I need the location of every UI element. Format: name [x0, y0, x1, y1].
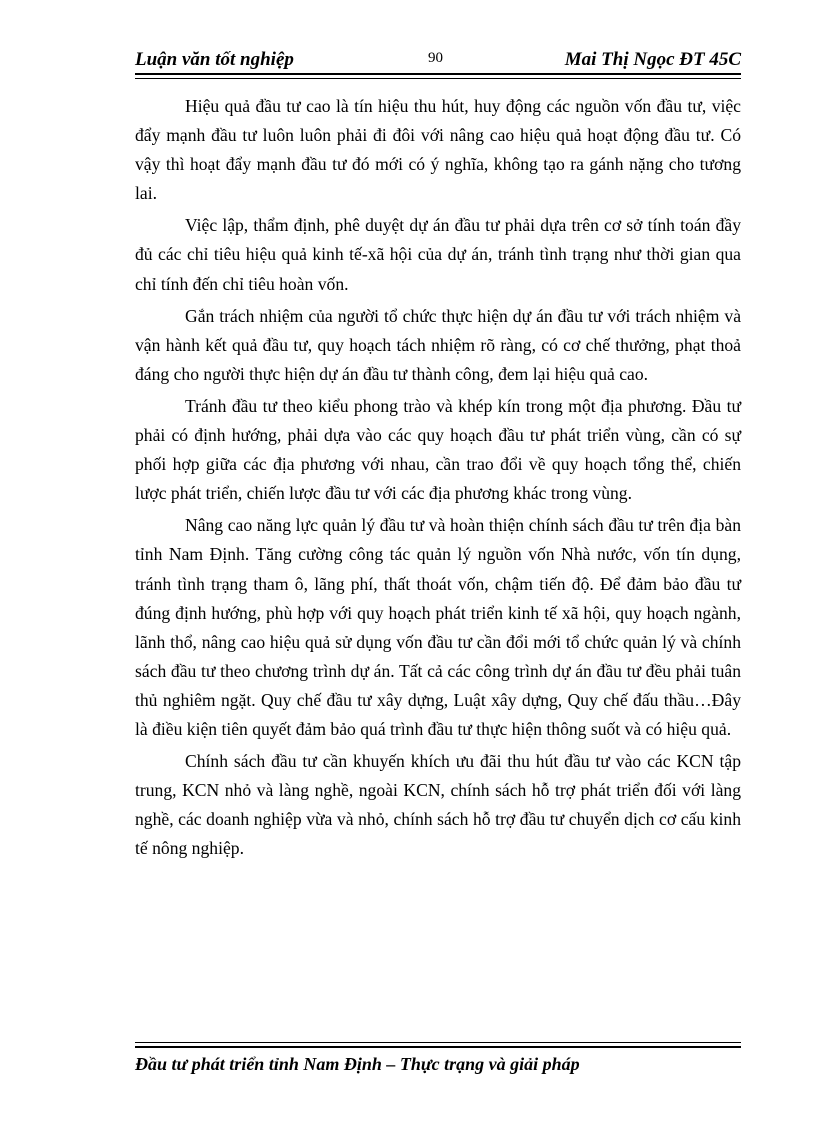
header-author: Mai Thị Ngọc ĐT 45C: [564, 49, 741, 70]
footer-divider-thick: [135, 1046, 741, 1048]
paragraph: Tránh đầu tư theo kiểu phong trào và khép kín trong một địa phương. Đầu tư phải có định hướng, phải dựa vào các quy hoạch đầu tư phát triển vùng, cần có sự phối hợp giữa các địa phương với nhau, cần trao đổi về quy hoạch tổng thể, chiến lược phát triển, chiến lược đầu tư với các địa phương khác trong vùng.: [135, 395, 741, 504]
paragraph: Hiệu quả đầu tư cao là tín hiệu thu hút, huy động các nguồn vốn đầu tư, việc đẩy mạnh đầu tư luôn luôn phải đi đôi với nâng cao hiệu quả hoạt động đầu tư. Có vậy thì hoạt đẩy mạnh đầu tư đó mới có ý nghĩa, không tạo ra gánh nặng cho tương lai.: [135, 96, 741, 204]
header-divider-thick: [135, 73, 741, 75]
page-footer: Đầu tư phát triển tỉnh Nam Định – Thực trạng và giải pháp: [135, 1054, 580, 1074]
header-divider-thin: [135, 78, 741, 79]
header-thesis-label: Luận văn tốt nghiệp: [135, 49, 294, 70]
footer-divider-thin: [135, 1042, 741, 1043]
page-header: [135, 48, 741, 72]
paragraph: Nâng cao năng lực quản lý đầu tư và hoàn thiện chính sách đầu tư trên địa bàn tỉnh Nam Định. Tăng cường công tác quản lý nguồn vốn Nhà nước, vốn tín dụng, tránh tình trạng tham ô, lãng phí, thất thoát vốn, chậm tiến độ. Để đảm bảo đầu tư đúng định hướng, phù hợp với quy hoạch phát triển kinh tế xã hội, quy hoạch ngành, lãnh thổ, nâng cao hiệu quả sử dụng vốn đầu tư cần đổi mới tổ chức quản lý và chính sách đầu tư theo chương trình dự án. Tất cả các công trình dự án đầu tư đều phải tuân thủ nghiêm ngặt. Quy chế đầu tư xây dựng, Luật xây dựng, Quy chế đấu thầu…Đây là điều kiện tiên quyết đảm bảo quá trình đầu tư thực hiện thông suốt và có hiệu quả.: [135, 515, 741, 739]
paragraph: Gắn trách nhiệm của người tổ chức thực hiện dự án đầu tư với trách nhiệm và vận hành kết quả đầu tư, quy hoạch tách nhiệm rõ ràng, có cơ chế thưởng, phạt thoả đáng cho người thực hiện dự án đầu tư thành công, đem lại hiệu quả cao.: [135, 305, 741, 384]
body-text: [135, 92, 741, 866]
paragraph: Việc lập, thẩm định, phê duyệt dự án đầu tư phải dựa trên cơ sở tính toán đầy đủ các chỉ tiêu hiệu quả kinh tế-xã hội của dự án, tránh tình trạng như thời gian qua chỉ tính đến chỉ tiêu hoàn vốn.: [135, 215, 741, 294]
page-number: 90: [428, 50, 443, 66]
paragraph: Chính sách đầu tư cần khuyến khích ưu đãi thu hút đầu tư vào các KCN tập trung, KCN nhỏ và làng nghề, ngoài KCN, chính sách hỗ trợ phát triển đối với làng nghề, các doanh nghiệp vừa và nhỏ, chính sách hỗ trợ đầu tư chuyển dịch cơ cấu kinh tế nông nghiệp.: [135, 751, 741, 859]
